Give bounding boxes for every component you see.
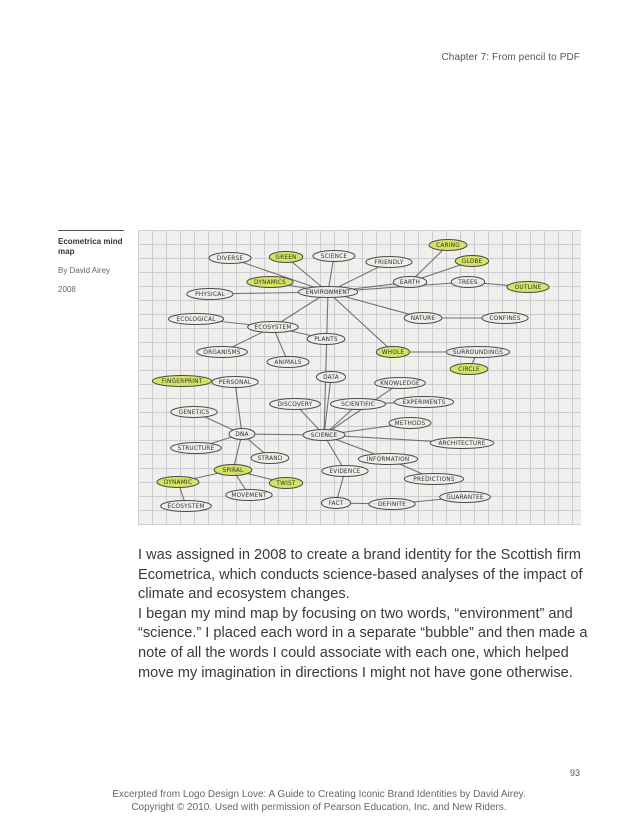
credit-footer bbox=[0, 788, 638, 814]
mind-map-bubble-methods bbox=[389, 418, 431, 429]
mind-map-bubble-science bbox=[303, 430, 345, 441]
mind-map-bubble-fingerprint bbox=[152, 376, 211, 387]
bubble-label: PLANTS bbox=[314, 337, 338, 344]
mind-map-bubble-architecture bbox=[430, 438, 494, 449]
bubble-label: PERSONAL bbox=[218, 380, 252, 387]
bubble-label: SCIENCE bbox=[310, 433, 338, 440]
bubble-label: DEFINITE bbox=[377, 502, 407, 509]
bubble-label: SCIENCE bbox=[320, 254, 348, 261]
bubble-label: EARTH bbox=[399, 280, 421, 287]
chapter-header: Chapter 7: From pencil to PDF bbox=[441, 52, 580, 63]
mind-map-bubble-twist bbox=[269, 478, 303, 489]
bubble-label: EXPERIMENTS bbox=[402, 400, 446, 407]
bubble-label: ECOLOGICAL bbox=[176, 317, 216, 324]
bubble-label: PHYSICAL bbox=[195, 292, 225, 299]
bubble-label: PREDICTIONS bbox=[413, 477, 455, 484]
mind-map-bubble-animals bbox=[267, 357, 309, 368]
body-paragraph-1: I was assigned in 2008 to create a brand identity for the Scottish firm Ecometrica, which conducts science-based analyses of the impact of climate and ecosystem changes. bbox=[138, 547, 583, 603]
mind-map-bubble-friendly bbox=[366, 257, 412, 268]
mind-map-bubble-green bbox=[269, 252, 303, 263]
mind-map-bubble-organisms bbox=[197, 347, 248, 358]
mind-map-bubble-information bbox=[358, 454, 417, 465]
bubble-label: DYNAMIC bbox=[163, 480, 193, 487]
mind-map-bubble-genetics bbox=[171, 407, 217, 418]
bubble-label: DIVERSE bbox=[216, 256, 244, 263]
mind-map-bubble-circle bbox=[450, 364, 488, 375]
bubble-label: DATA bbox=[323, 375, 339, 382]
bubble-label: SURROUNDINGS bbox=[452, 350, 504, 357]
caption-year: 2008 bbox=[58, 285, 76, 294]
mind-map-bubble-movement bbox=[226, 490, 272, 501]
bubble-label: ANIMALS bbox=[274, 360, 302, 367]
mind-map-bubble-knowledge bbox=[375, 378, 426, 389]
mind-map-bubble-dna bbox=[229, 429, 255, 440]
mind-map-bubble-evidence bbox=[322, 466, 368, 477]
mind-map-bubble-guarantee bbox=[440, 492, 491, 503]
bubble-label: CONFINES bbox=[489, 316, 521, 323]
mind-map-bubble-dynamics bbox=[247, 277, 293, 288]
bubble-label: DYNAMICS bbox=[253, 280, 287, 287]
bubble-label: GLOBE bbox=[461, 259, 483, 266]
bubble-label: NATURE bbox=[410, 316, 436, 323]
bubble-label: FRIENDLY bbox=[374, 260, 404, 267]
mind-map-bubble-personal bbox=[212, 377, 258, 388]
mind-map-bubble-predictions bbox=[404, 474, 463, 485]
mind-map-bubble-scientific bbox=[331, 399, 386, 410]
bubble-label: MOVEMENT bbox=[231, 493, 267, 500]
bubble-label: SCIENTIFIC bbox=[341, 402, 375, 409]
bubble-label: EVIDENCE bbox=[329, 469, 361, 476]
bubble-label: ARCHITECTURE bbox=[438, 441, 486, 448]
mind-map-bubble-fact bbox=[321, 498, 350, 509]
mind-map-link bbox=[324, 292, 328, 435]
credit-line-2: Copyright © 2010. Used with permission of Pearson Education, Inc. and New Riders. bbox=[131, 802, 507, 813]
mind-map-bubble-strand bbox=[251, 453, 289, 464]
bubble-label: GUARANTEE bbox=[446, 495, 484, 502]
mind-map-bubble-surroundings bbox=[446, 347, 510, 358]
bubble-label: SPIRAL bbox=[222, 468, 244, 475]
bubble-label: TWIST bbox=[276, 481, 296, 488]
mind-map-bubble-ecosystem-low bbox=[161, 501, 212, 512]
mind-map-bubble-experiments bbox=[394, 397, 453, 408]
bubble-label: ECOSYSTEM bbox=[167, 504, 205, 511]
caption-title: Ecometrica mind map bbox=[58, 237, 123, 256]
bubble-label: FINGERPRINT bbox=[161, 379, 203, 386]
bubble-label: OUTLINE bbox=[514, 285, 542, 292]
credit-line-1: Excerpted from Logo Design Love: A Guide to Creating Iconic Brand Identities by David Airey. bbox=[112, 789, 526, 800]
mind-map-bubble-data bbox=[316, 372, 345, 383]
bubble-label: KNOWLEDGE bbox=[380, 381, 420, 388]
bubble-label: TREES bbox=[458, 280, 478, 287]
mind-map-bubble-dynamic bbox=[157, 477, 199, 488]
mind-map-bubble-spiral bbox=[214, 465, 252, 476]
mind-map-bubble-discovery bbox=[270, 399, 321, 410]
bubble-label: ECOSYSTEM bbox=[254, 325, 292, 332]
mind-map-drawing bbox=[138, 230, 581, 525]
mind-map-bubble-environment bbox=[298, 287, 357, 298]
bubble-label: CARING bbox=[436, 243, 460, 250]
mind-map-bubble-physical bbox=[187, 289, 233, 300]
mind-map-bubble-structure bbox=[171, 443, 222, 454]
caption-author: By David Airey bbox=[58, 266, 111, 275]
body-paragraph-2: I began my mind map by focusing on two words, “environment” and “science.” I placed each word in a separate “bubble” and then made a note of all the words I could associate with each one, which helped move my imagination in directions I might not have gone otherwise. bbox=[138, 605, 588, 681]
mind-map-bubble-ecological bbox=[169, 314, 224, 325]
mind-map-bubble-caring bbox=[429, 240, 467, 251]
bubble-label: GENETICS bbox=[178, 410, 210, 417]
bubble-label: DISCOVERY bbox=[277, 402, 313, 409]
mind-map-bubble-ecosystem bbox=[248, 322, 299, 333]
bubble-label: STRUCTURE bbox=[177, 446, 215, 453]
bubble-label: FACT bbox=[328, 501, 344, 508]
mind-map-bubble-diverse bbox=[209, 253, 251, 264]
mind-map-bubble-earth bbox=[393, 277, 427, 288]
mind-map-bubble-confines bbox=[482, 313, 528, 324]
page-number: 93 bbox=[569, 768, 580, 778]
mind-map-bubble-definite bbox=[369, 499, 415, 510]
mind-map-link bbox=[235, 382, 242, 434]
caption-rule bbox=[58, 230, 124, 231]
mind-map-bubble-whole bbox=[376, 347, 410, 358]
body-text bbox=[138, 546, 588, 683]
mind-map-bubble-nature bbox=[404, 313, 442, 324]
bubble-label: DNA bbox=[235, 432, 249, 439]
mind-map-bubble-globe bbox=[455, 256, 489, 267]
mind-map-bubble-science-top bbox=[313, 251, 355, 262]
bubble-label: METHODS bbox=[394, 421, 426, 428]
bubble-label: GREEN bbox=[275, 255, 297, 262]
bubble-label: WHOLE bbox=[381, 350, 405, 357]
mind-map-figure bbox=[138, 230, 581, 525]
mind-map-bubble-outline bbox=[507, 282, 549, 293]
mind-map-bubble-plants bbox=[307, 334, 345, 345]
bubble-label: CIRCLE bbox=[458, 367, 480, 374]
bubble-label: STRAND bbox=[257, 456, 283, 463]
bubble-label: ORGANISMS bbox=[203, 350, 241, 357]
bubble-label: ENVIRONMENT bbox=[305, 290, 351, 297]
mind-map-bubble-trees bbox=[451, 277, 485, 288]
bubble-label: INFORMATION bbox=[366, 457, 410, 464]
